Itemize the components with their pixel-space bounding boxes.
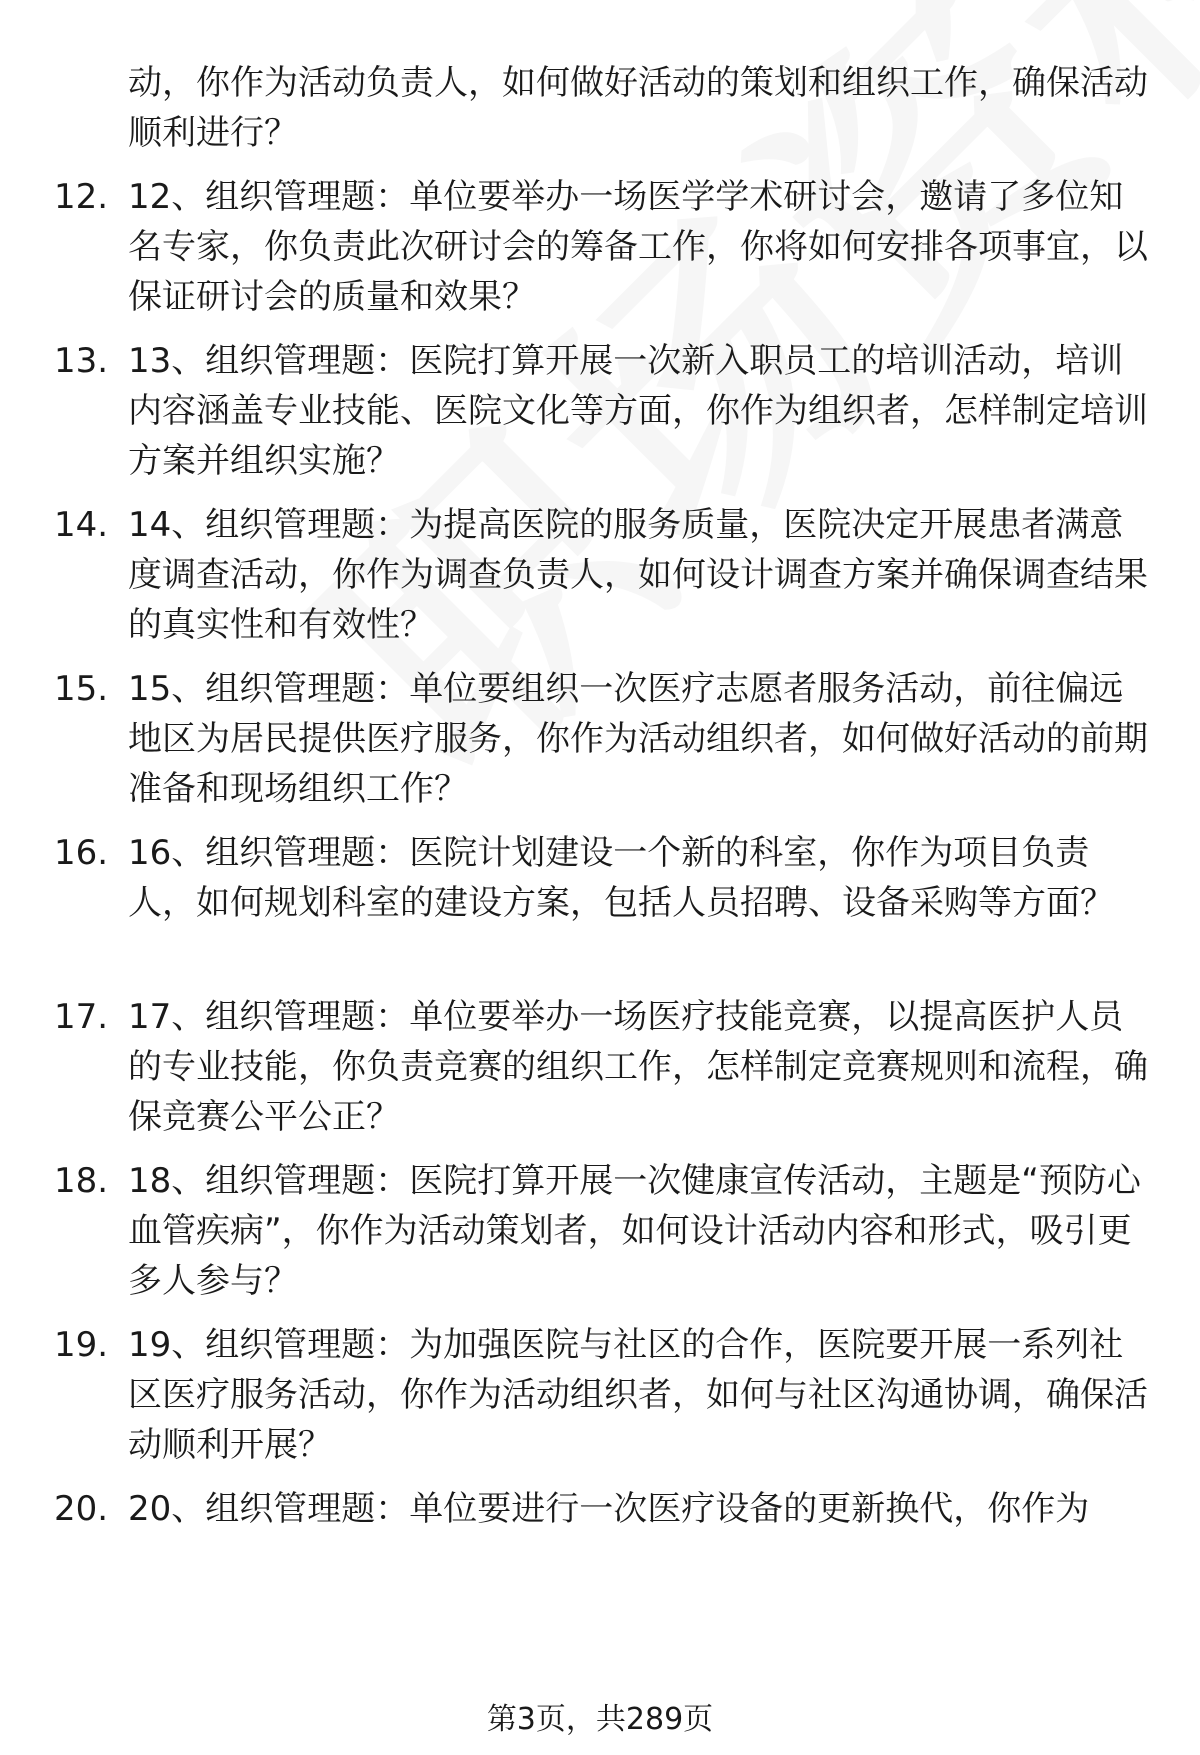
question-text: 14、组织管理题：为提高医院的服务质量，医院决定开展患者满意度调查活动，你作为调查负责人，如何设计调查方案并确保调查结果的真实性和有效性？ [128,505,1148,645]
question-number: 16. [54,833,109,873]
question-text: 13、组织管理题：医院打算开展一次新入职员工的培训活动，培训内容涵盖专业技能、医院文化等方面，你作为组织者，怎样制定培训方案并组织实施？ [128,341,1148,481]
question-text: 20、组织管理题：单位要进行一次医疗设备的更新换代，你作为 [128,1489,1090,1529]
question-number: 17. [54,997,109,1037]
question-item-12 [0,172,1200,332]
question-text: 18、组织管理题：医院打算开展一次健康宣传活动，主题是“预防心血管疾病”，你作为活动策划者，如何设计活动内容和形式，吸引更多人参与？ [128,1161,1141,1301]
question-text: 19、组织管理题：为加强医院与社区的合作，医院要开展一系列社区医疗服务活动，你作为活动组织者，如何与社区沟通协调，确保活动顺利开展？ [128,1325,1148,1465]
question-number: 20. [54,1489,109,1529]
question-item-14 [0,500,1200,660]
question-text: 15、组织管理题：单位要组织一次医疗志愿者服务活动，前往偏远地区为居民提供医疗服务，你作为活动组织者，如何做好活动的前期准备和现场组织工作？ [128,669,1148,809]
question-item-15 [0,664,1200,824]
question-item-16 [0,828,1200,988]
question-item-19 [0,1320,1200,1480]
question-text: 17、组织管理题：单位要举办一场医疗技能竞赛，以提高医护人员的专业技能，你负责竞赛的组织工作，怎样制定竞赛规则和流程，确保竞赛公平公正？ [128,997,1148,1137]
question-number: 18. [54,1161,109,1201]
question-number: 13. [54,341,109,381]
question-item-17 [0,992,1200,1152]
question-number: 15. [54,669,109,709]
question-item-13 [0,336,1200,496]
question-item-20 [0,1484,1200,1544]
question-text: 16、组织管理题：医院计划建设一个新的科室，你作为项目负责人，如何规划科室的建设方案，包括人员招聘、设备采购等方面？ [128,833,1114,923]
question-number: 19. [54,1325,109,1365]
page-footer: 第3页，共289页 [486,1702,714,1737]
question-number: 14. [54,505,109,545]
question-number: 12. [54,177,109,217]
question-text: 12、组织管理题：单位要举办一场医学学术研讨会，邀请了多位知名专家，你负责此次研讨会的筹备工作，你将如何安排各项事宜，以保证研讨会的质量和效果？ [128,177,1148,317]
question-item-18 [0,1156,1200,1316]
continued-question-text: 动，你作为活动负责人，如何做好活动的策划和组织工作，确保活动顺利进行？ [128,63,1148,153]
